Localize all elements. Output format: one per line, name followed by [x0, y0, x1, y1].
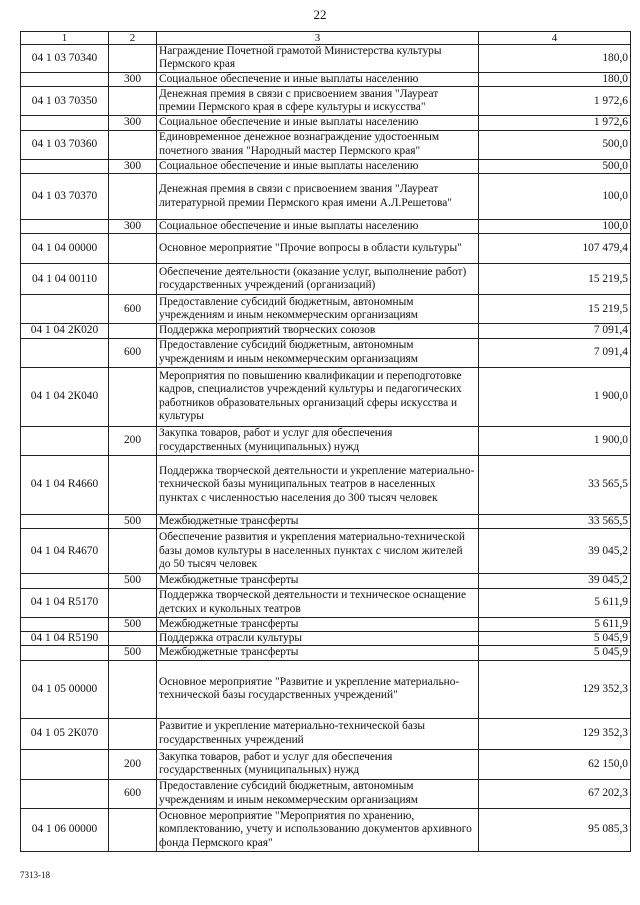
- item-name: Единовременное денежное вознаграждение удостоенным почетного звания "Народный мастер Пермского края": [157, 130, 479, 159]
- item-name: Предоставление субсидий бюджетным, автономным учреждениям и иным некоммерческим организациям: [157, 779, 479, 808]
- expense-type: 600: [109, 295, 157, 324]
- header-col-3: 3: [157, 32, 479, 45]
- expense-type: [109, 130, 157, 159]
- target-code: [21, 574, 109, 588]
- amount: 67 202,3: [479, 779, 631, 808]
- item-name: Межбюджетные трансферты: [157, 514, 479, 528]
- table-row: [21, 264, 631, 295]
- table-row: [21, 45, 631, 73]
- item-name: Поддержка мероприятий творческих союзов: [157, 324, 479, 338]
- amount: 39 045,2: [479, 574, 631, 588]
- item-name: Закупка товаров, работ и услуг для обеспечения государственных (муниципальных) нужд: [157, 749, 479, 779]
- amount: 500,0: [479, 159, 631, 173]
- item-name: Межбюджетные трансферты: [157, 617, 479, 631]
- table-row: [21, 130, 631, 159]
- amount: 180,0: [479, 45, 631, 73]
- item-name: Денежная премия в связи с присвоением звания "Лауреат литературной премии Пермского края имени А.Л.Решетова": [157, 174, 479, 220]
- table-row: [21, 617, 631, 631]
- amount: 15 219,5: [479, 264, 631, 295]
- item-name: Закупка товаров, работ и услуг для обеспечения государственных (муниципальных) нужд: [157, 426, 479, 455]
- amount: 95 085,3: [479, 808, 631, 851]
- table-row: [21, 646, 631, 660]
- expense-type: 500: [109, 646, 157, 660]
- table-row: [21, 116, 631, 130]
- target-code: 04 1 04 00110: [21, 264, 109, 295]
- table-row: [21, 588, 631, 617]
- target-code: 04 1 04 R5190: [21, 632, 109, 646]
- item-name: Основное мероприятие "Прочие вопросы в области культуры": [157, 234, 479, 264]
- target-code: [21, 295, 109, 324]
- expense-type: [109, 632, 157, 646]
- table-row: [21, 660, 631, 718]
- amount: 500,0: [479, 130, 631, 159]
- target-code: [21, 116, 109, 130]
- table-row: [21, 295, 631, 324]
- item-name: Основное мероприятие "Мероприятия по хранению, комплектованию, учету и использованию документов архивного фонда Пермского края": [157, 808, 479, 851]
- target-code: 04 1 03 70350: [21, 87, 109, 116]
- target-code: [21, 426, 109, 455]
- expense-type: 600: [109, 338, 157, 367]
- table-row: [21, 718, 631, 749]
- table-row: [21, 87, 631, 116]
- target-code: 04 1 04 00000: [21, 234, 109, 264]
- item-name: Мероприятия по повышению квалификации и переподготовке кадров, специалистов учреждений культуры и педагогических работников образовательных организаций сферы искусства и культуры: [157, 367, 479, 426]
- amount: 33 565,5: [479, 514, 631, 528]
- table-header-row: [21, 32, 631, 45]
- header-col-4: 4: [479, 32, 631, 45]
- amount: 15 219,5: [479, 295, 631, 324]
- target-code: 04 1 05 00000: [21, 660, 109, 718]
- target-code: [21, 514, 109, 528]
- item-name: Поддержка творческой деятельности и укрепление материально-технической базы муниципальных театров в населенных пунктах с численностью населения до 300 тысяч человек: [157, 455, 479, 514]
- expense-type: 500: [109, 514, 157, 528]
- target-code: [21, 646, 109, 660]
- expense-type: 500: [109, 617, 157, 631]
- table-row: [21, 574, 631, 588]
- amount: 100,0: [479, 220, 631, 234]
- amount: 129 352,3: [479, 718, 631, 749]
- expense-type: [109, 264, 157, 295]
- expense-type: 300: [109, 159, 157, 173]
- table-row: [21, 72, 631, 86]
- amount: 1 900,0: [479, 367, 631, 426]
- expense-type: 300: [109, 72, 157, 86]
- expense-type: [109, 808, 157, 851]
- table-row: [21, 749, 631, 779]
- expense-type: 200: [109, 749, 157, 779]
- table-row: [21, 220, 631, 234]
- amount: 62 150,0: [479, 749, 631, 779]
- expense-type: 200: [109, 426, 157, 455]
- expense-type: 500: [109, 574, 157, 588]
- target-code: 04 1 06 00000: [21, 808, 109, 851]
- target-code: 04 1 03 70340: [21, 45, 109, 73]
- expense-type: [109, 529, 157, 574]
- target-code: [21, 779, 109, 808]
- target-code: 04 1 03 70370: [21, 174, 109, 220]
- amount: 33 565,5: [479, 455, 631, 514]
- item-name: Поддержка творческой деятельности и техническое оснащение детских и кукольных театров: [157, 588, 479, 617]
- amount: 180,0: [479, 72, 631, 86]
- page-number: 22: [313, 7, 327, 22]
- amount: 5 045,9: [479, 646, 631, 660]
- target-code: 04 1 04 2К040: [21, 367, 109, 426]
- table-row: [21, 159, 631, 173]
- item-name: Социальное обеспечение и иные выплаты населению: [157, 72, 479, 86]
- amount: 100,0: [479, 174, 631, 220]
- expense-type: [109, 45, 157, 73]
- header-col-2: 2: [109, 32, 157, 45]
- amount: 7 091,4: [479, 324, 631, 338]
- table-row: [21, 338, 631, 367]
- item-name: Основное мероприятие "Развитие и укрепление материально-технической базы государственных учреждений": [157, 660, 479, 718]
- amount: 5 611,9: [479, 617, 631, 631]
- expense-type: [109, 234, 157, 264]
- expense-type: [109, 718, 157, 749]
- expense-type: [109, 367, 157, 426]
- budget-table: [20, 31, 631, 852]
- amount: 7 091,4: [479, 338, 631, 367]
- amount: 39 045,2: [479, 529, 631, 574]
- item-name: Обеспечение деятельности (оказание услуг, выполнение работ) государственных учреждений (организаций): [157, 264, 479, 295]
- table-row: [21, 455, 631, 514]
- amount: 1 900,0: [479, 426, 631, 455]
- amount: 5 045,9: [479, 632, 631, 646]
- header-col-1: 1: [21, 32, 109, 45]
- table-row: [21, 367, 631, 426]
- target-code: 04 1 05 2К070: [21, 718, 109, 749]
- item-name: Развитие и укрепление материально-технической базы государственных учреждений: [157, 718, 479, 749]
- amount: 5 611,9: [479, 588, 631, 617]
- item-name: Предоставление субсидий бюджетным, автономным учреждениям и иным некоммерческим организациям: [157, 295, 479, 324]
- document-code: 7313-18: [20, 870, 50, 880]
- expense-type: [109, 588, 157, 617]
- amount: 129 352,3: [479, 660, 631, 718]
- target-code: [21, 159, 109, 173]
- item-name: Денежная премия в связи с присвоением звания "Лауреат премии Пермского края в сфере культуры и искусства": [157, 87, 479, 116]
- amount: 107 479,4: [479, 234, 631, 264]
- item-name: Награждение Почетной грамотой Министерства культуры Пермского края: [157, 45, 479, 73]
- target-code: 04 1 04 R4660: [21, 455, 109, 514]
- item-name: Социальное обеспечение и иные выплаты населению: [157, 116, 479, 130]
- table-row: [21, 324, 631, 338]
- table-row: [21, 426, 631, 455]
- expense-type: [109, 87, 157, 116]
- target-code: [21, 220, 109, 234]
- target-code: 04 1 04 2К020: [21, 324, 109, 338]
- item-name: Обеспечение развития и укрепления материально-технической базы домов культуры в населенных пунктах с числом жителей до 50 тысяч человек: [157, 529, 479, 574]
- table-row: [21, 174, 631, 220]
- table-row: [21, 529, 631, 574]
- item-name: Межбюджетные трансферты: [157, 646, 479, 660]
- target-code: [21, 617, 109, 631]
- table-row: [21, 514, 631, 528]
- expense-type: 300: [109, 220, 157, 234]
- table-row: [21, 779, 631, 808]
- target-code: 04 1 03 70360: [21, 130, 109, 159]
- target-code: [21, 338, 109, 367]
- target-code: 04 1 04 R5170: [21, 588, 109, 617]
- expense-type: [109, 660, 157, 718]
- target-code: 04 1 04 R4670: [21, 529, 109, 574]
- table-row: [21, 808, 631, 851]
- amount: 1 972,6: [479, 116, 631, 130]
- expense-type: 600: [109, 779, 157, 808]
- amount: 1 972,6: [479, 87, 631, 116]
- expense-type: 300: [109, 116, 157, 130]
- target-code: [21, 72, 109, 86]
- expense-type: [109, 455, 157, 514]
- expense-type: [109, 174, 157, 220]
- target-code: [21, 749, 109, 779]
- item-name: Социальное обеспечение и иные выплаты населению: [157, 220, 479, 234]
- item-name: Социальное обеспечение и иные выплаты населению: [157, 159, 479, 173]
- table-row: [21, 234, 631, 264]
- item-name: Межбюджетные трансферты: [157, 574, 479, 588]
- item-name: Поддержка отрасли культуры: [157, 632, 479, 646]
- expense-type: [109, 324, 157, 338]
- item-name: Предоставление субсидий бюджетным, автономным учреждениям и иным некоммерческим организациям: [157, 338, 479, 367]
- table-row: [21, 632, 631, 646]
